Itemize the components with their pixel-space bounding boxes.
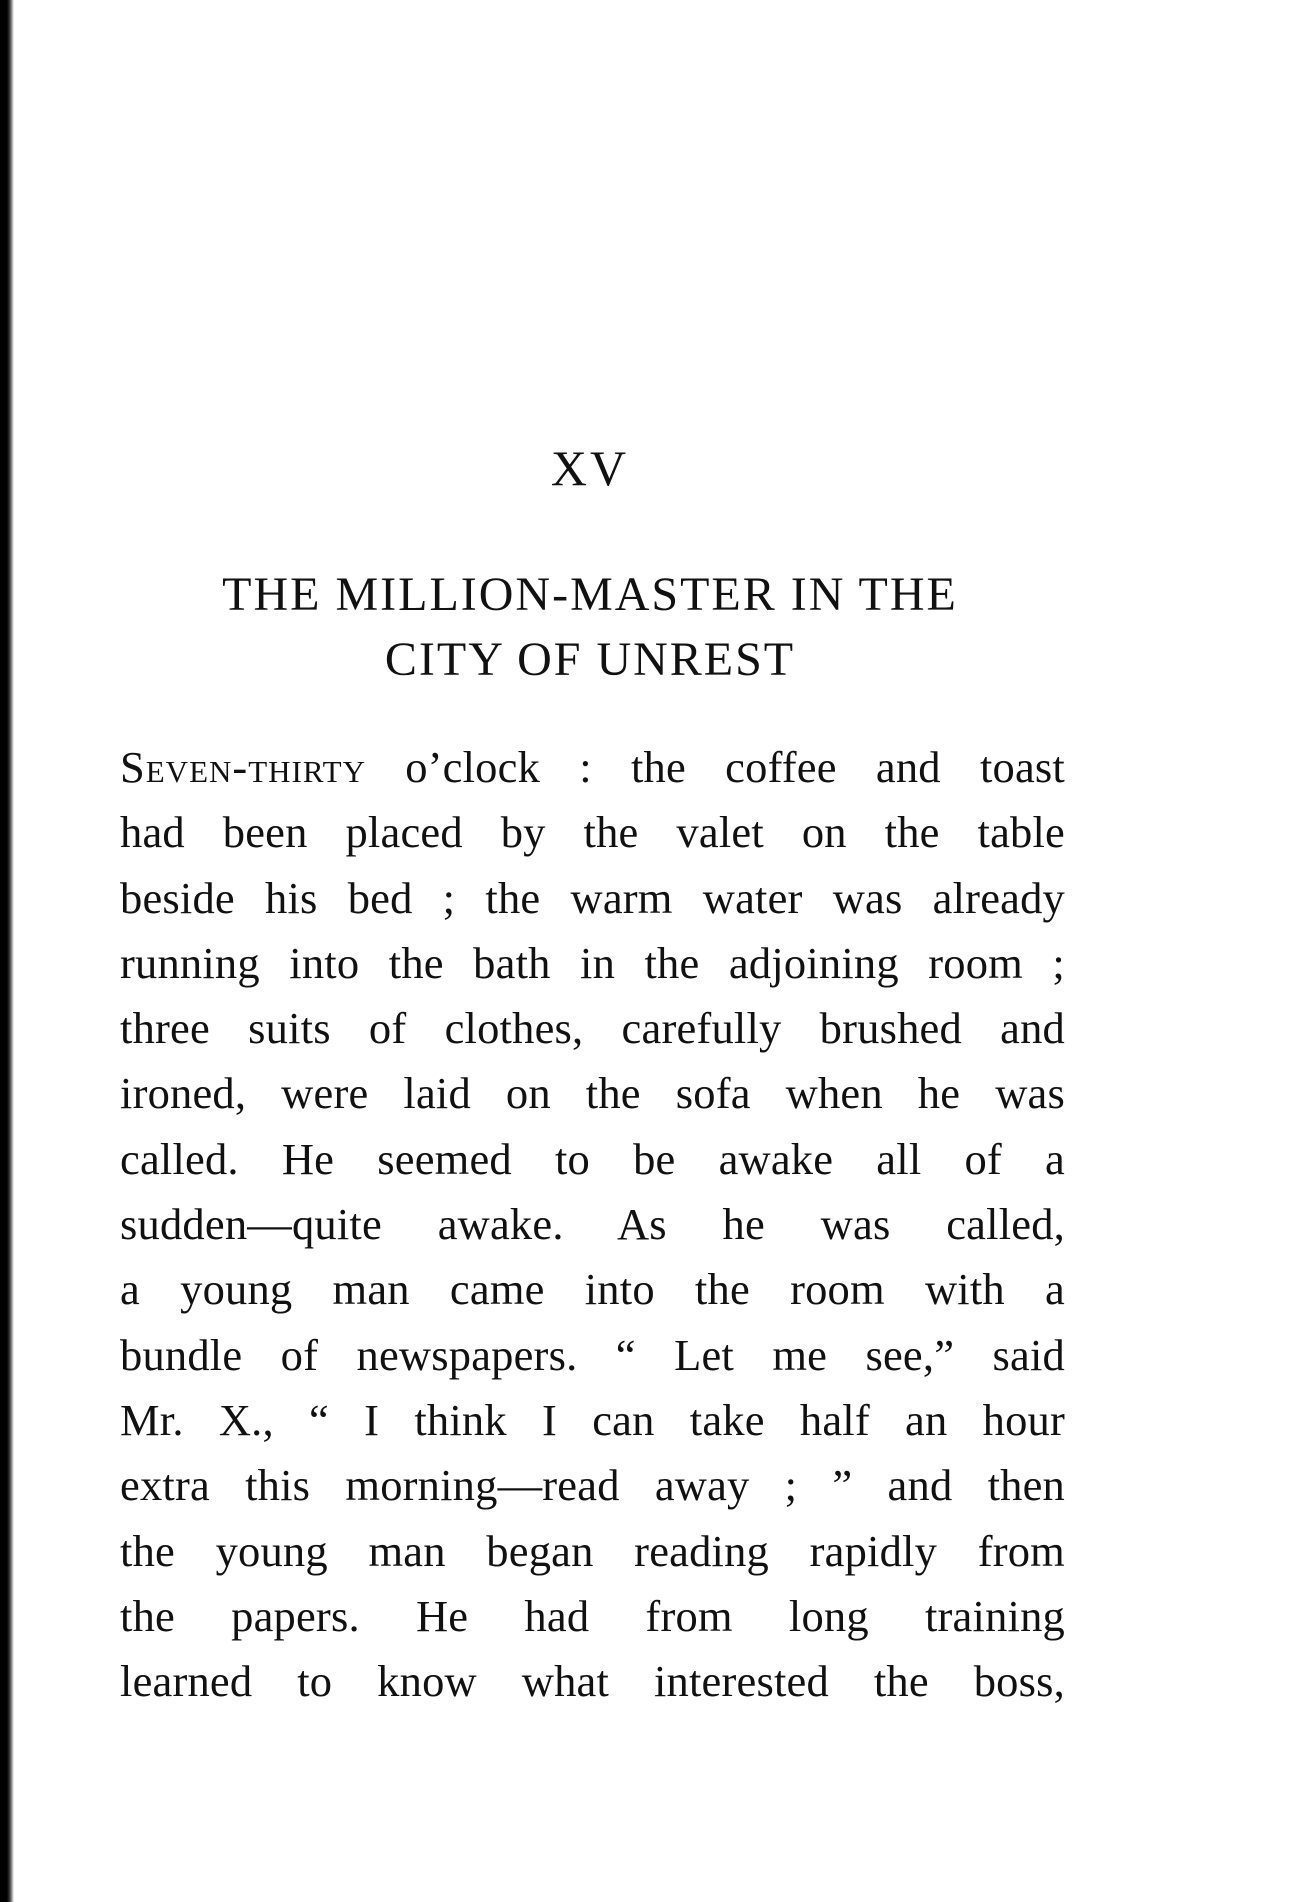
chapter-title <box>120 562 1060 692</box>
text-line: running into the bath in the adjoining room ; <box>120 937 1065 988</box>
text-line: extra this morning—read away ; ” and then <box>120 1460 1065 1511</box>
text-line: bundle of newspapers. “ Let me see,” said <box>120 1329 1065 1380</box>
text-line: Mr. X., “ I think I can take half an hour <box>120 1394 1065 1445</box>
chapter-title-line-1: THE MILLION-MASTER IN THE <box>222 568 958 621</box>
text-line: had been placed by the valet on the table <box>120 807 1065 858</box>
text-line: beside his bed ; the warm water was already <box>120 872 1065 923</box>
body-paragraph <box>120 735 1065 1714</box>
text-line: learned to know what interested the boss, <box>120 1656 1065 1707</box>
page-binding-edge <box>0 0 14 1902</box>
text-line: a young man came into the room with a <box>120 1264 1065 1315</box>
text-line-rest: o’clock : the coffee and toast <box>366 742 1065 792</box>
text-line <box>120 735 1065 800</box>
text-line: the papers. He had from long training <box>120 1590 1065 1641</box>
text-line: ironed, were laid on the sofa when he was <box>120 1068 1065 1119</box>
opening-small-caps: Seven-thirty <box>120 742 366 792</box>
text-line: called. He seemed to be awake all of a <box>120 1133 1065 1184</box>
chapter-title-line-2: CITY OF UNREST <box>384 633 796 686</box>
chapter-number: XV <box>550 440 630 496</box>
text-line: the young man began reading rapidly from <box>120 1525 1065 1576</box>
text-line: sudden—quite awake. As he was called, <box>120 1199 1065 1250</box>
text-line: three suits of clothes, carefully brushed and <box>120 1003 1065 1054</box>
